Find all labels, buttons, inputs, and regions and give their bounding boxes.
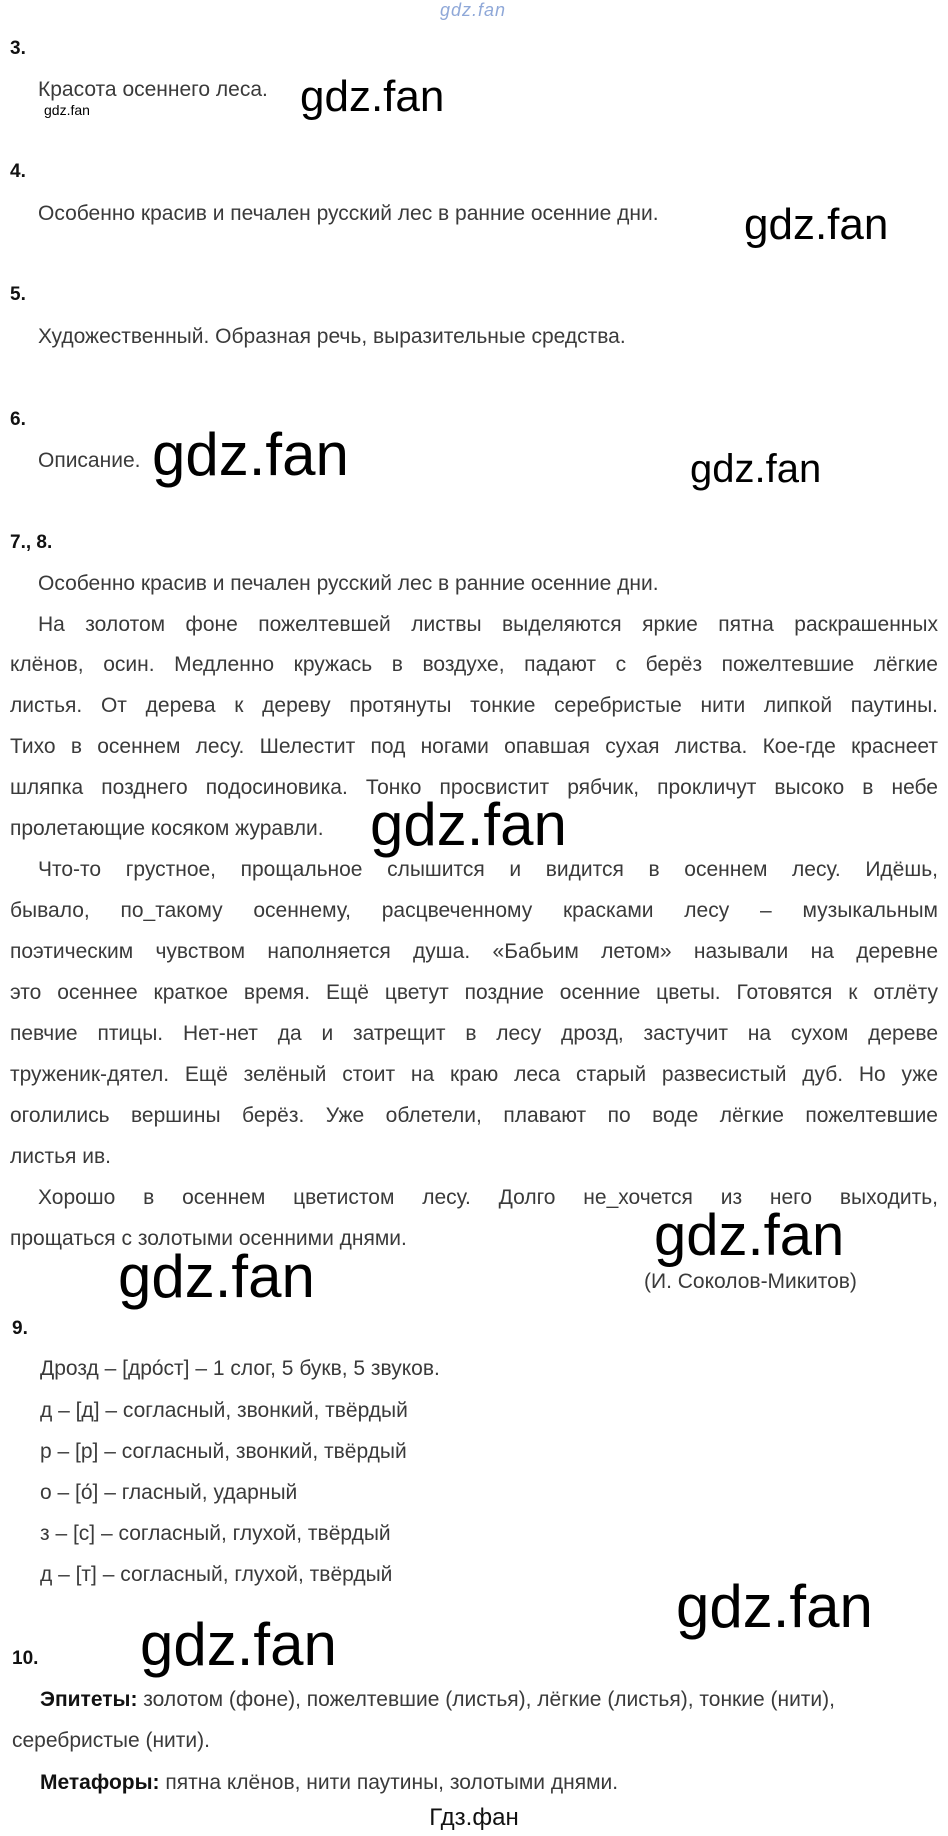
epithets-line: [40, 1688, 835, 1712]
phonetic-line: р – [р] – согласный, звонкий, твёрдый: [40, 1440, 407, 1463]
text-line: это осеннее краткое время. Ещё цветут поздние осенние цветы. Готовятся к отлёту: [10, 981, 938, 1004]
text-line: Хорошо в осеннем цветистом лесу. Долго не_хочется из него выходить,: [38, 1186, 938, 1209]
phonetic-line: з – [с] – согласный, глухой, твёрдый: [40, 1522, 391, 1545]
footer-watermark: Гдз.фан: [429, 1804, 519, 1831]
text-line: Особенно красив и печален русский лес в ранние осенние дни.: [38, 572, 659, 595]
text-line: труженик-дятел. Ещё зелёный стоит на краю леса старый развесистый дуб. Но уже: [10, 1063, 938, 1086]
watermark: gdz.fan: [118, 1243, 315, 1310]
text-line: На золотом фоне пожелтевшей листвы выделяются яркие пятна раскрашенных: [38, 613, 938, 636]
text-line: клёнов, осин. Медленно кружась в воздухе, падают с берёз пожелтевшие лёгкие: [10, 653, 938, 676]
watermark: gdz.fan: [676, 1573, 873, 1640]
text-line: Что-то грустное, прощальное слышится и видится в осеннем лесу. Идёшь,: [38, 858, 938, 881]
metaphors-text: пятна клёнов, нити паутины, золотыми днями.: [159, 1771, 619, 1794]
task-3-number: 3.: [10, 38, 26, 59]
author: (И. Соколов-Микитов): [644, 1270, 857, 1293]
text-line: оголились вершины берёз. Уже облетели, плавают по воде лёгкие пожелтевшие: [10, 1104, 938, 1127]
task-5-number: 5.: [10, 284, 26, 305]
text-line: бывало, по_такому осеннему, расцвеченному красками лесу – музыкальным: [10, 899, 938, 922]
watermark: gdz.fan: [690, 447, 822, 491]
watermark: gdz.fan: [140, 1611, 337, 1678]
text-line: прощаться с золотыми осенними днями.: [10, 1227, 407, 1250]
task-5-answer: Художественный. Образная речь, выразительные средства.: [38, 325, 626, 348]
text-line: певчие птицы. Нет-нет да и затрещит в лесу дрозд, застучит на сухом дереве: [10, 1022, 938, 1045]
watermark: gdz.fan: [300, 72, 445, 121]
epithets-continuation: серебристые (нити).: [12, 1729, 210, 1752]
watermark: gdz.fan: [654, 1203, 845, 1268]
task-10-number: 10.: [12, 1648, 39, 1669]
text-line: поэтическим чувством наполняется душа. «Бабьим летом» называли на деревне: [10, 940, 938, 963]
epithets-label: Эпитеты:: [40, 1688, 138, 1711]
watermark-top: gdz.fan: [440, 0, 507, 20]
metaphors-label: Метафоры:: [40, 1771, 160, 1794]
text-line: листья ив.: [10, 1145, 111, 1168]
phonetic-line: о – [о́] – гласный, ударный: [40, 1481, 298, 1504]
task-3-answer: Красота осеннего леса.: [38, 78, 268, 101]
text-line: шляпка позднего подосиновика. Тонко просвистит рябчик, прокличут высоко в небе: [10, 776, 938, 799]
watermark: gdz.fan: [370, 791, 567, 858]
watermark-small: gdz.fan: [44, 102, 90, 118]
task-6-answer: Описание.: [38, 449, 141, 472]
watermark: gdz.fan: [744, 200, 889, 249]
task-7-8-number: 7., 8.: [10, 532, 53, 553]
task-4-number: 4.: [10, 161, 26, 182]
metaphors-line: [40, 1771, 618, 1795]
phonetic-line: Дрозд – [дро́ст] – 1 слог, 5 букв, 5 звуков.: [40, 1357, 440, 1380]
text-line: листья. От дерева к дереву протянуты тонкие серебристые нити липкой паутины.: [10, 694, 938, 717]
phonetic-line: д – [д] – согласный, звонкий, твёрдый: [40, 1399, 408, 1422]
task-4-answer: Особенно красив и печален русский лес в ранние осенние дни.: [38, 202, 659, 225]
task-6-number: 6.: [10, 409, 26, 430]
epithets-text: золотом (фоне), пожелтевшие (листья), лёгкие (листья), тонкие (нити),: [137, 1688, 835, 1711]
phonetic-line: д – [т] – согласный, глухой, твёрдый: [40, 1563, 393, 1586]
text-line: пролетающие косяком журавли.: [10, 817, 324, 840]
text-line: Тихо в осеннем лесу. Шелестит под ногами опавшая сухая листва. Кое-где краснеет: [10, 735, 938, 758]
task-9-number: 9.: [12, 1318, 28, 1339]
watermark: gdz.fan: [152, 421, 349, 488]
